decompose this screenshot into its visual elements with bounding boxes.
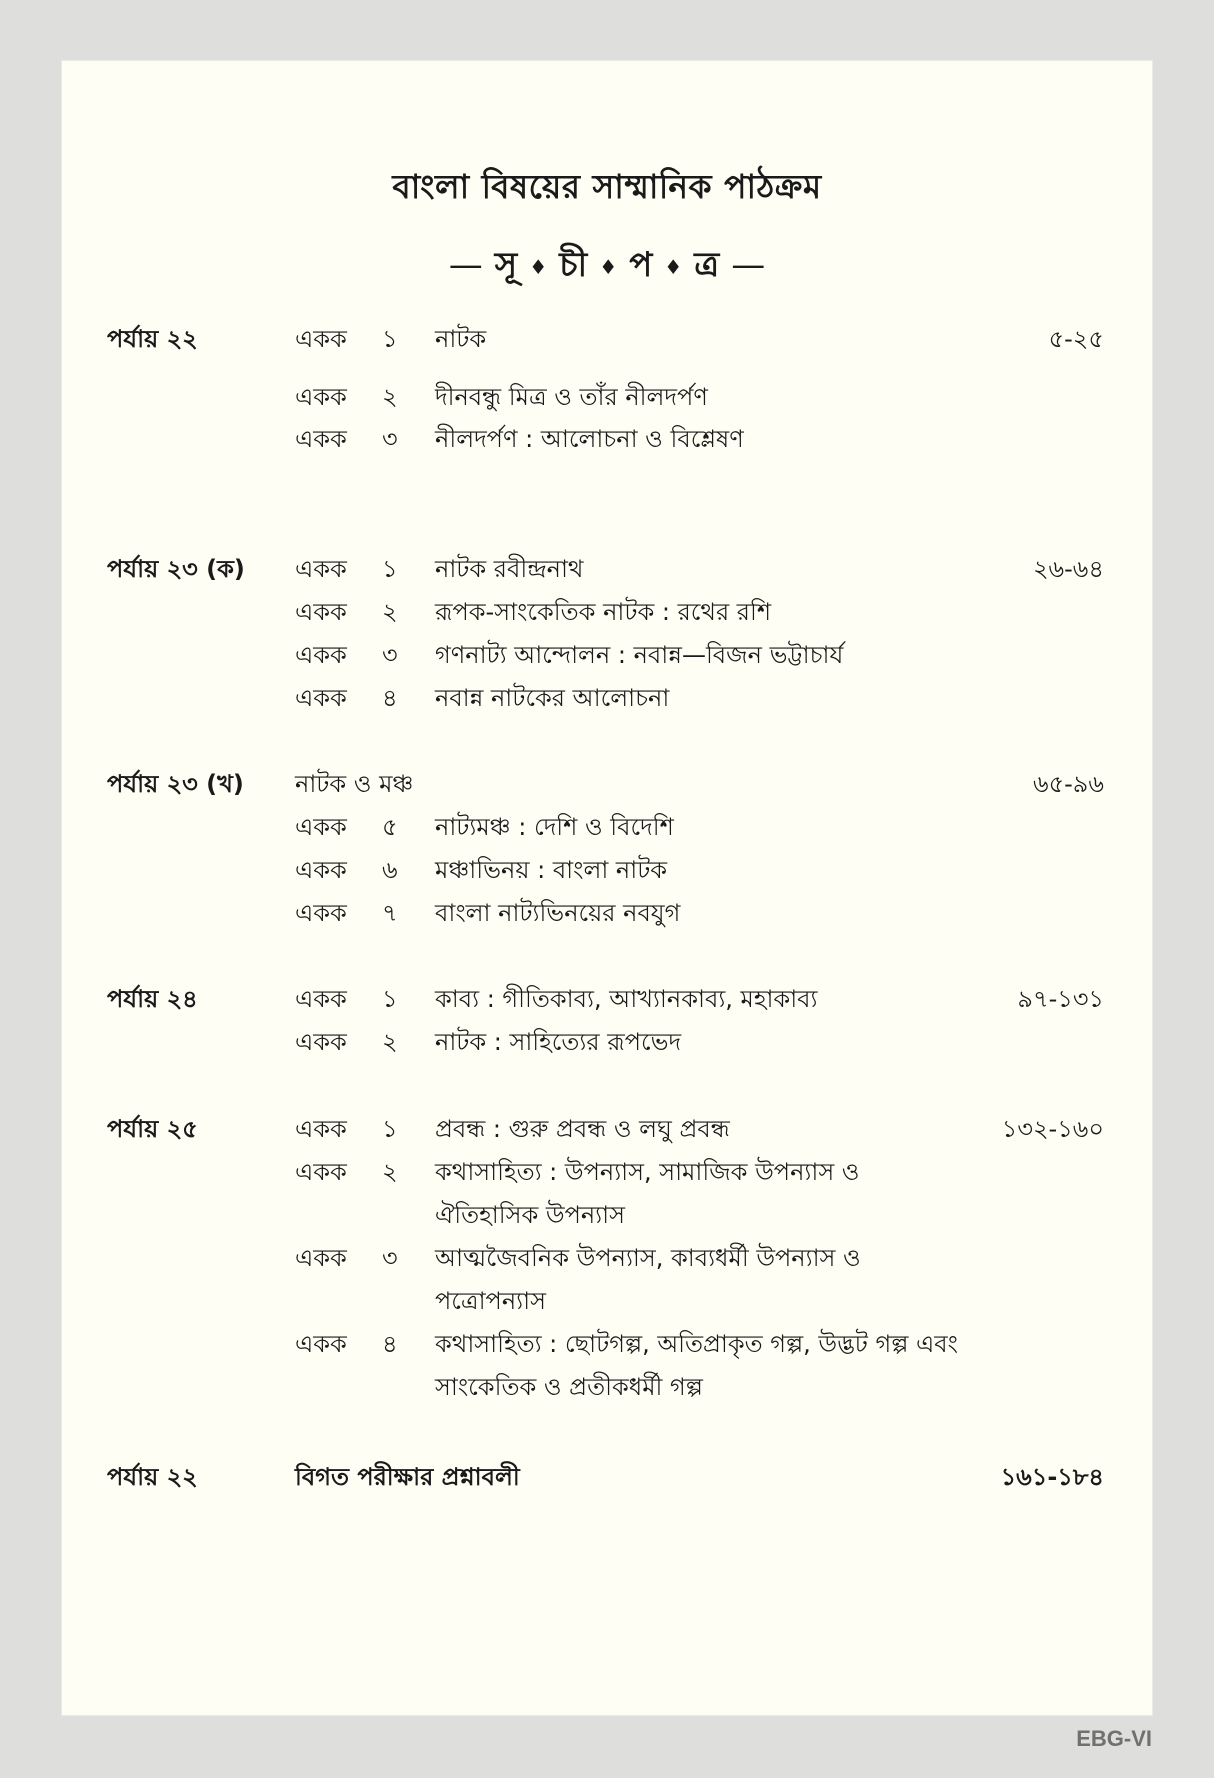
unit-label: একক [295, 1028, 347, 1056]
phase-label: পর্যায় ২৩ (খ) [107, 770, 244, 798]
phase-label: পর্যায় ২২ [107, 325, 198, 353]
unit-title: নাট্যমঞ্চ : দেশি ও বিদেশি [435, 813, 674, 841]
unit-title: নাটক রবীন্দ্রনাথ [435, 555, 584, 583]
unit-title: কথাসাহিত্য : উপন্যাস, সামাজিক উপন্যাস ও [435, 1158, 860, 1186]
unit-number: ৩ [382, 1244, 398, 1272]
toc-row [62, 1240, 1152, 1280]
unit-title: নাটক [435, 325, 487, 353]
unit-number: ২ [382, 598, 398, 626]
unit-title: বাংলা নাট্যভিনয়ের নবযুগ [435, 899, 681, 927]
unit-title: রূপক-সাংকেতিক নাটক : রথের রশি [435, 598, 772, 626]
page-range: ১৩২-১৬০ [1001, 1115, 1104, 1143]
toc-row-continuation [62, 1369, 1152, 1409]
phase-label: পর্যায় ২২ [107, 1463, 198, 1491]
unit-label: একক [295, 985, 347, 1013]
phase-label: পর্যায় ২৩ (ক) [107, 555, 245, 583]
toc-row [62, 680, 1152, 720]
toc-row [62, 1111, 1152, 1151]
unit-label: একক [295, 641, 347, 669]
unit-number: ৫ [382, 813, 398, 841]
unit-title: গণনাট্য আন্দোলন : নবান্ন—বিজন ভট্টাচার্য [435, 641, 844, 669]
unit-title-continuation: ঐতিহাসিক উপন্যাস [435, 1201, 625, 1229]
toc-row [62, 981, 1152, 1021]
unit-label: একক [295, 899, 347, 927]
diamond-icon: ♦ [664, 254, 683, 279]
unit-title: নাটক : সাহিত্যের রূপভেদ [435, 1028, 682, 1056]
unit-label: একক [295, 598, 347, 626]
unit-number: ১ [382, 325, 398, 353]
toc-row [62, 895, 1152, 935]
unit-number: ৩ [382, 425, 398, 453]
page-subtitle [62, 239, 1152, 296]
page-range: ৬৫-৯৬ [1032, 770, 1104, 798]
unit-number: ১ [382, 985, 398, 1013]
subtitle-letter: ত্র [694, 245, 720, 285]
toc-row [62, 1154, 1152, 1194]
toc-row [62, 421, 1152, 461]
unit-title: মঞ্চাভিনয় : বাংলা নাটক [435, 856, 668, 884]
unit-title: প্রবন্ধ : গুরু প্রবন্ধ ও লঘু প্রবন্ধ [435, 1115, 730, 1143]
document-page [62, 61, 1152, 1715]
unit-title-continuation: পত্রোপন্যাস [435, 1287, 546, 1315]
unit-number: ২ [382, 1158, 398, 1186]
unit-label: একক [295, 325, 347, 353]
unit-number: ৭ [382, 899, 398, 927]
toc-row [62, 551, 1152, 591]
unit-number: ২ [382, 383, 398, 411]
unit-number: ৪ [382, 684, 398, 712]
toc-row [62, 852, 1152, 892]
subtitle-letter: চী [559, 245, 588, 285]
unit-label: একক [295, 684, 347, 712]
unit-label: একক [295, 813, 347, 841]
unit-label: একক [295, 856, 347, 884]
page-range: ৫-২৫ [1048, 325, 1104, 353]
unit-title-continuation: সাংকেতিক ও প্রতীকধর্মী গল্প [435, 1373, 703, 1401]
unit-title: আত্মজৈবনিক উপন্যাস, কাব্যধর্মী উপন্যাস ও [435, 1244, 861, 1272]
unit-number: ১ [382, 1115, 398, 1143]
page-title: বাংলা বিষয়ের সাম্মানিক পাঠক্রম [392, 167, 822, 206]
unit-label: একক [295, 1330, 347, 1358]
toc-row [62, 1024, 1152, 1064]
unit-label: একক [295, 425, 347, 453]
page-range: ২৬-৬৪ [1032, 555, 1104, 583]
unit-number: ৪ [382, 1330, 398, 1358]
unit-label: একক [295, 383, 347, 411]
toc-row [62, 321, 1152, 361]
page-range: ৯৭-১৩১ [1017, 985, 1104, 1013]
section-intro: নাটক ও মঞ্চ [295, 770, 414, 798]
toc-row [62, 594, 1152, 634]
previous-exam-questions-title: বিগত পরীক্ষার প্রশ্নাবলী [295, 1463, 520, 1491]
dash-right: — [731, 245, 766, 285]
unit-label: একক [295, 1158, 347, 1186]
unit-label: একক [295, 555, 347, 583]
unit-title: কথাসাহিত্য : ছোটগল্প, অতিপ্রাকৃত গল্প, উদ্ভট গল্প এবং [435, 1330, 958, 1358]
unit-label: একক [295, 1244, 347, 1272]
toc-row [62, 809, 1152, 849]
unit-title: দীনবন্ধু মিত্র ও তাঁর নীলদর্পণ [435, 383, 708, 411]
unit-number: ৬ [382, 856, 398, 884]
footer-code: EBG-VI [1076, 1726, 1152, 1751]
subtitle-letter: সূ [494, 245, 518, 285]
diamond-icon: ♦ [599, 254, 618, 279]
unit-title: নবান্ন নাটকের আলোচনা [435, 684, 670, 712]
toc-row [62, 637, 1152, 677]
unit-title: নীলদর্পণ : আলোচনা ও বিশ্লেষণ [435, 425, 744, 453]
toc-row-continuation [62, 1283, 1152, 1323]
unit-label: একক [295, 1115, 347, 1143]
unit-number: ১ [382, 555, 398, 583]
toc-row-continuation [62, 1197, 1152, 1237]
unit-title: কাব্য : গীতিকাব্য, আখ্যানকাব্য, মহাকাব্য [435, 985, 818, 1013]
toc-row [62, 1326, 1152, 1366]
unit-number: ২ [382, 1028, 398, 1056]
phase-label: পর্যায় ২৪ [107, 985, 198, 1013]
diamond-icon: ♦ [529, 254, 548, 279]
toc-row [62, 379, 1152, 419]
phase-label: পর্যায় ২৫ [107, 1115, 198, 1143]
dash-left: — [448, 245, 483, 285]
unit-number: ৩ [382, 641, 398, 669]
subtitle-letter: প [629, 245, 653, 285]
page-range: ১৬১-১৮৪ [1000, 1463, 1104, 1491]
